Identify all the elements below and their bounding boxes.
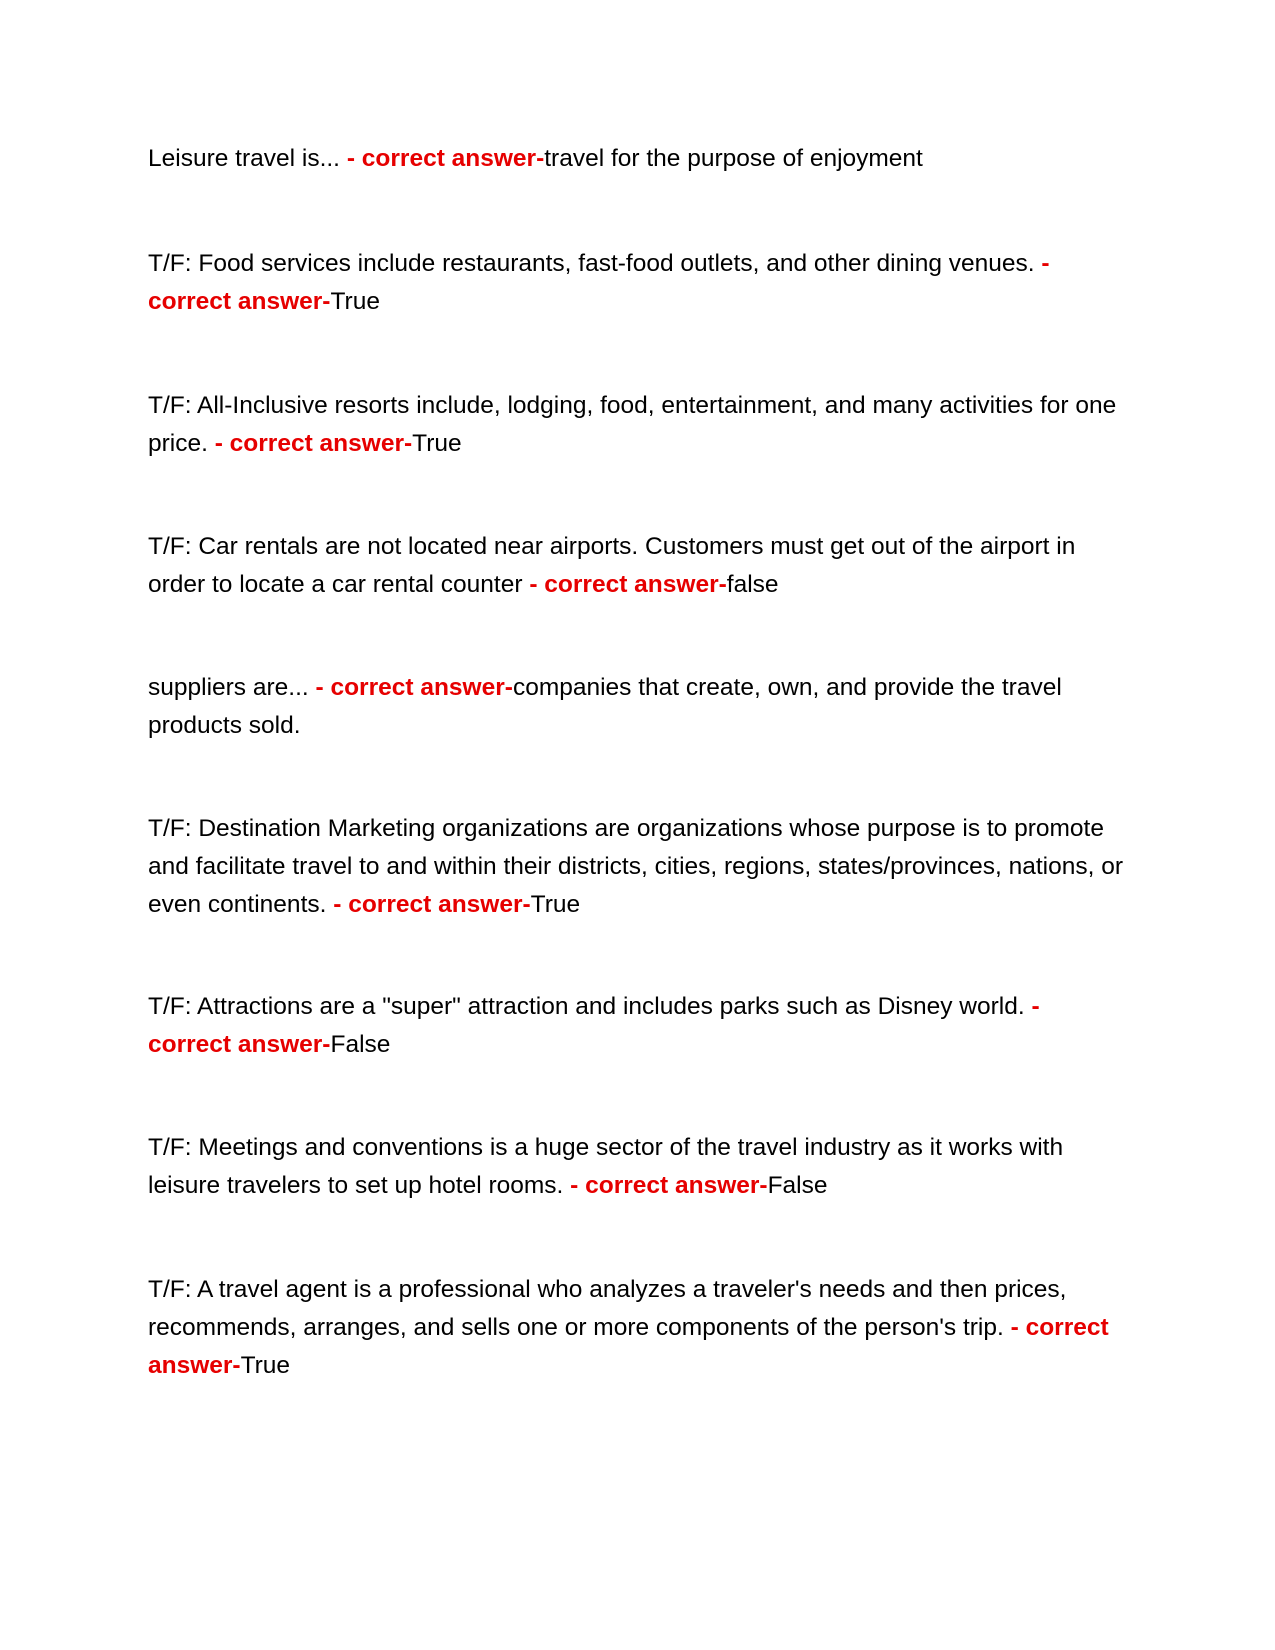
qa-item [148, 140, 1128, 178]
correct-answer-marker: - correct answer- [333, 891, 531, 918]
qa-item [148, 810, 1128, 924]
answer-text: travel for the purpose of enjoyment [544, 145, 923, 172]
question-text: Leisure travel is... [148, 145, 347, 172]
answer-text: True [412, 430, 462, 457]
correct-answer-marker: - correct answer- [346, 145, 545, 172]
question-text: T/F: A travel agent is a professional who analyzes a traveler's needs and then prices, recommends, arranges, and sells one or more components of the person's trip. [148, 1276, 1067, 1341]
answer-text: False [330, 1031, 391, 1058]
correct-answer-marker: - correct answer- [148, 250, 1050, 315]
question-text: T/F: Destination Marketing organizations are organizations whose purpose is to promote and facilitate travel to and within their districts, cities, regions, states/provinces, nations, or even continents. [148, 815, 1124, 918]
answer-text: True [530, 891, 581, 918]
correct-answer-marker: - correct answer- [529, 571, 727, 598]
qa-item [148, 1129, 1128, 1205]
correct-answer-marker: - correct answer- [148, 1314, 1109, 1379]
correct-answer-marker: - correct answer- [570, 1172, 768, 1199]
qa-item [148, 1271, 1128, 1385]
question-text: T/F: Attractions are a "super" attraction and includes parks such as Disney world. [148, 993, 1032, 1020]
answer-text: False [767, 1172, 828, 1199]
question-text: T/F: Food services include restaurants, fast-food outlets, and other dining venues. [148, 250, 1042, 277]
question-text: suppliers are... [148, 674, 316, 701]
qa-item [148, 988, 1128, 1064]
correct-answer-marker: - correct answer- [148, 993, 1040, 1058]
correct-answer-marker: - correct answer- [214, 430, 413, 457]
qa-item [148, 669, 1128, 745]
correct-answer-marker: - correct answer- [315, 674, 513, 701]
answer-text: false [726, 571, 779, 598]
question-text: T/F: Meetings and conventions is a huge sector of the travel industry as it works with leisure travelers to set up hotel rooms. [148, 1134, 1064, 1199]
answer-text: True [330, 288, 380, 315]
answer-text: True [240, 1352, 291, 1379]
qa-item [148, 387, 1128, 463]
qa-item [148, 528, 1128, 604]
question-text: T/F: All-Inclusive resorts include, lodging, food, entertainment, and many activities for one price. [148, 392, 1117, 457]
qa-item [148, 245, 1128, 321]
question-text: T/F: Car rentals are not located near airports. Customers must get out of the airport in order to locate a car rental counter [148, 533, 1076, 598]
answer-text: companies that create, own, and provide the travel products sold. [148, 674, 1062, 739]
